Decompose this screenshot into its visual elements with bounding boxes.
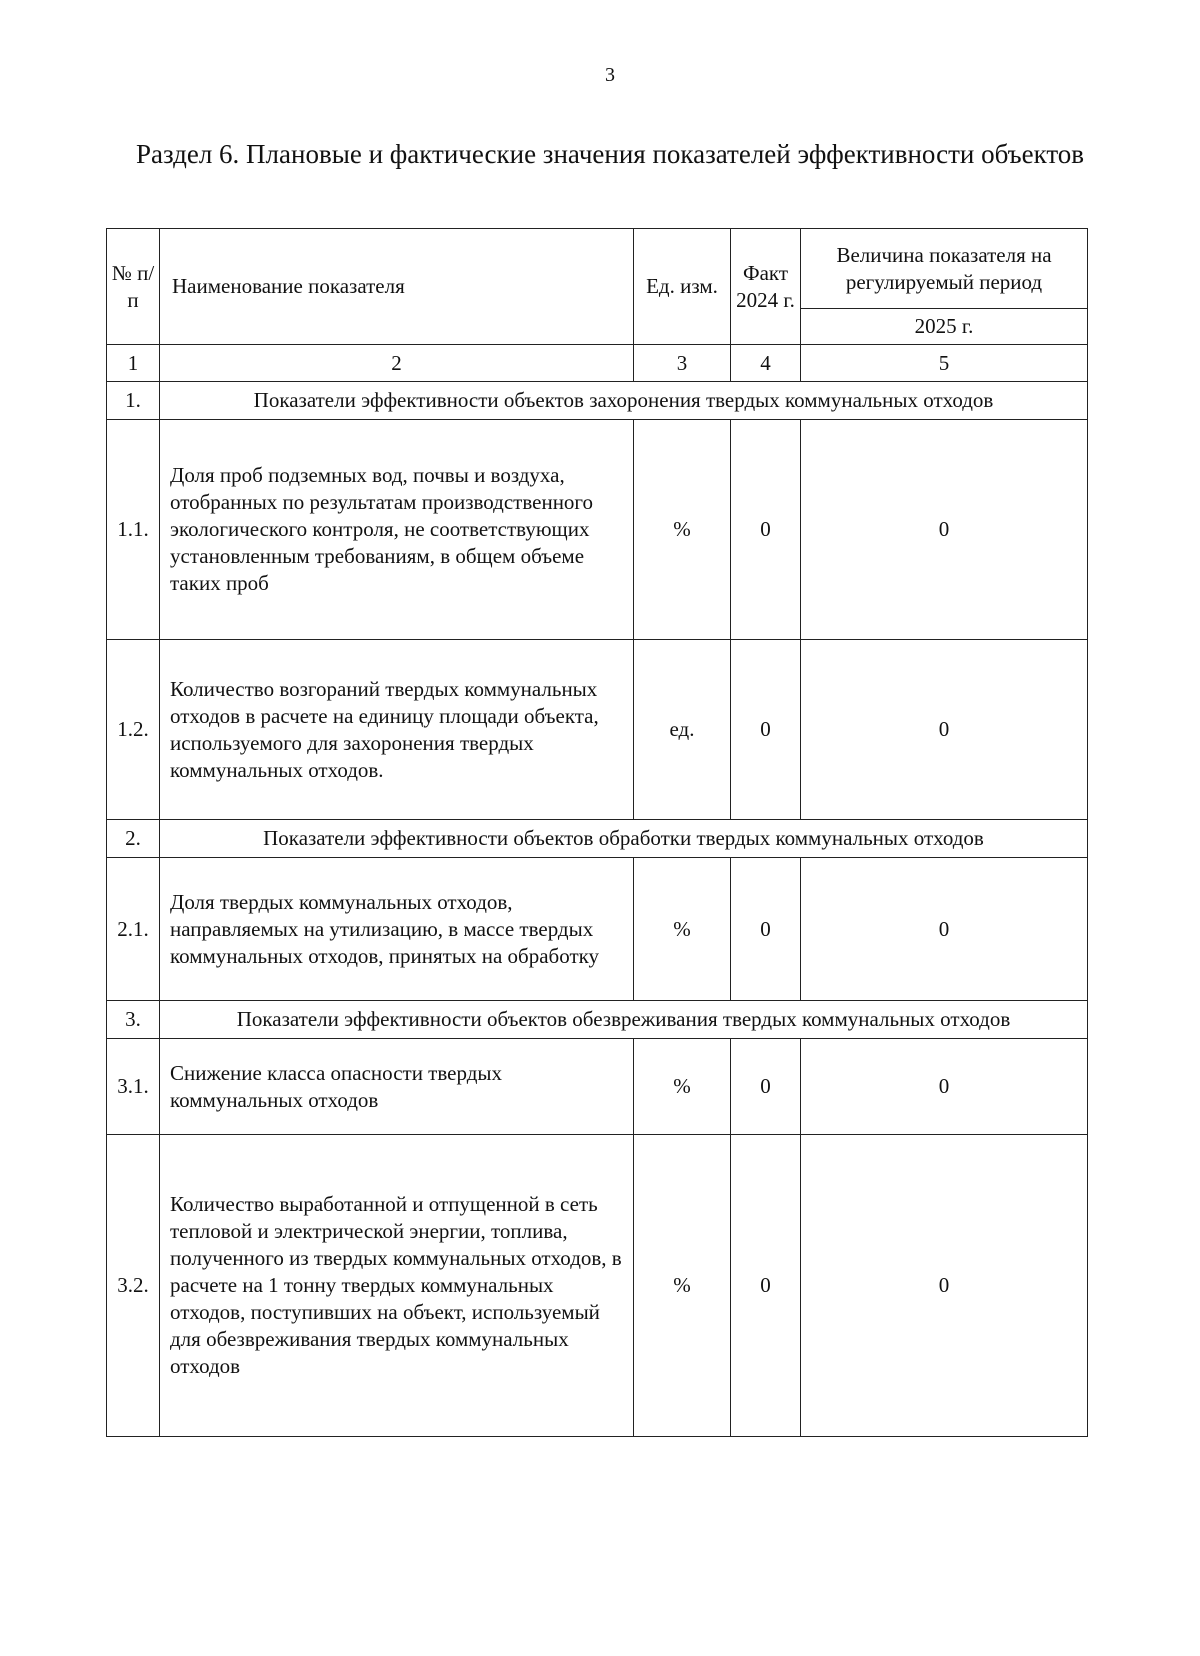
section-title-cell: Показатели эффективности объектов захоронения твердых коммунальных отходов [160, 382, 1088, 420]
section-title-cell: Показатели эффективности объектов обезвреживания твердых коммунальных отходов [160, 1001, 1088, 1039]
column-number-row [107, 345, 1088, 382]
row-fact: 0 [731, 420, 801, 640]
column-number: 4 [731, 345, 801, 382]
column-number: 1 [107, 345, 160, 382]
section-row [107, 382, 1088, 420]
row-fact: 0 [731, 640, 801, 820]
table-row [107, 858, 1088, 1001]
row-num: 1.2. [107, 640, 160, 820]
row-plan: 0 [801, 640, 1088, 820]
row-unit: % [634, 858, 731, 1001]
row-num: 2.1. [107, 858, 160, 1001]
column-number: 3 [634, 345, 731, 382]
row-unit: ед. [634, 640, 731, 820]
section-num: 3. [107, 1001, 160, 1039]
row-name: Количество возгораний твердых коммунальных отходов в расчете на единицу площади объекта, используемого для захоронения твердых коммунальных отходов. [160, 640, 634, 820]
column-number: 5 [801, 345, 1088, 382]
row-plan: 0 [801, 858, 1088, 1001]
table-row [107, 1135, 1088, 1437]
section-row [107, 820, 1088, 858]
row-unit: % [634, 1039, 731, 1135]
row-unit: % [634, 420, 731, 640]
section-title: Раздел 6. Плановые и фактические значения показателей эффективности объектов [135, 139, 1085, 169]
indicators-table [106, 228, 1088, 1437]
section-num: 2. [107, 820, 160, 858]
header-period: 2025 г. [801, 309, 1088, 345]
row-name: Доля проб подземных вод, почвы и воздуха, отобранных по результатам производственного экологического контроля, не соответствующих установленным требованиям, в общем объеме таких проб [160, 420, 634, 640]
section-num: 1. [107, 382, 160, 420]
row-num: 1.1. [107, 420, 160, 640]
row-fact: 0 [731, 858, 801, 1001]
header-num: № п/п [107, 229, 160, 345]
row-fact: 0 [731, 1039, 801, 1135]
table-row [107, 420, 1088, 640]
header-name: Наименование показателя [160, 229, 634, 345]
header-value: Величина показателя на регулируемый период [801, 229, 1088, 309]
section-title-cell: Показатели эффективности объектов обработки твердых коммунальных отходов [160, 820, 1088, 858]
page-number: 3 [605, 64, 615, 86]
table-row [107, 640, 1088, 820]
section-row [107, 1001, 1088, 1039]
row-name: Количество выработанной и отпущенной в сеть тепловой и электрической энергии, топлива, полученного из твердых коммунальных отходов, в расчете на 1 тонну твердых коммунальных отходов, поступивших на объект, используемый для обезвреживания твердых коммунальных отходов [160, 1135, 634, 1437]
table-header-row [107, 229, 1088, 309]
row-name: Доля твердых коммунальных отходов, направляемых на утилизацию, в массе твердых коммунальных отходов, принятых на обработку [160, 858, 634, 1001]
row-plan: 0 [801, 1039, 1088, 1135]
table-row [107, 1039, 1088, 1135]
row-unit: % [634, 1135, 731, 1437]
row-plan: 0 [801, 1135, 1088, 1437]
row-name: Снижение класса опасности твердых коммунальных отходов [160, 1039, 634, 1135]
row-fact: 0 [731, 1135, 801, 1437]
row-num: 3.2. [107, 1135, 160, 1437]
row-num: 3.1. [107, 1039, 160, 1135]
header-unit: Ед. изм. [634, 229, 731, 345]
header-fact: Факт 2024 г. [731, 229, 801, 345]
column-number: 2 [160, 345, 634, 382]
row-plan: 0 [801, 420, 1088, 640]
